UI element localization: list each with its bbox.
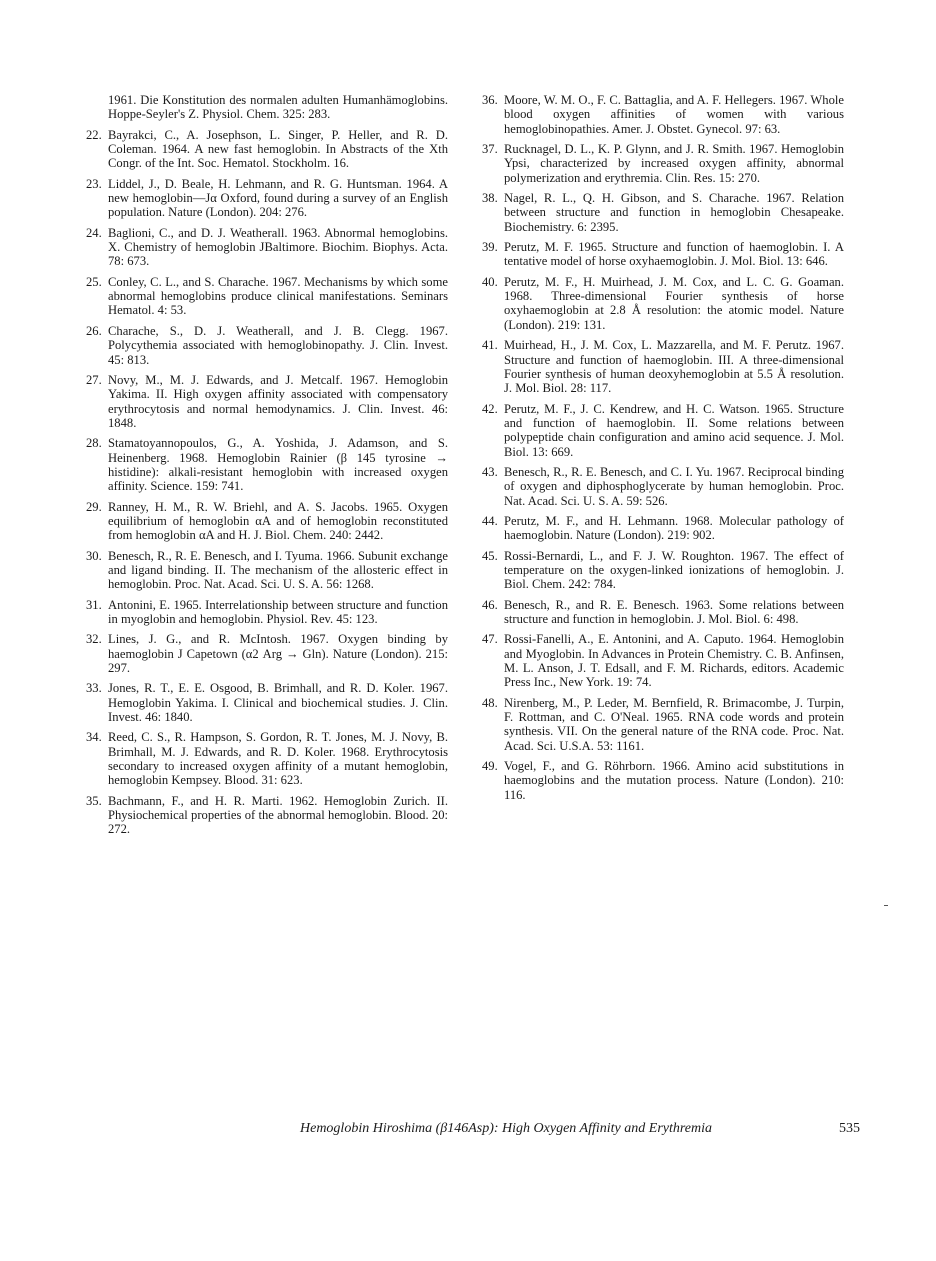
reference-text: Antonini, E. 1965. Interrelationship between structure and function in myoglobin and hemoglobin. Physiol. Rev. 45: 123.	[108, 597, 448, 626]
reference-number: 46.	[482, 597, 498, 612]
reference-text: 1961. Die Konstitution des normalen adulten Humanhämoglobins. Hoppe-Seyler's Z. Physiol. Chem. 325: 283.	[108, 93, 448, 122]
reference-entry	[86, 226, 448, 269]
reference-number: 29.	[86, 499, 102, 514]
reference-number: 31.	[86, 597, 102, 612]
reference-text: Bayrakci, C., A. Josephson, L. Singer, P. Heller, and R. D. Coleman. 1964. A new fast hemoglobin. In Abstracts of the Xth Congr. of the Int. Soc. Hematol. Stockholm. 16.	[108, 127, 448, 171]
reference-number: 34.	[86, 730, 102, 745]
reference-entry	[482, 338, 844, 395]
reference-number: 45.	[482, 548, 498, 563]
reference-entry	[86, 373, 448, 430]
reference-entry	[482, 759, 844, 802]
reference-text: Perutz, M. F., and H. Lehmann. 1968. Molecular pathology of haemoglobin. Nature (London). 219: 902.	[504, 513, 844, 543]
reference-text: Nirenberg, M., P. Leder, M. Bernfield, R. Brimacombe, J. Turpin, F. Rottman, and C. O'Neal. 1965. RNA code words and protein synthesis. VII. On the general nature of the RNA code. Proc. Nat. Acad. Sci. U.S.A. 53: 1161.	[504, 695, 844, 753]
reference-entry	[482, 632, 844, 689]
reference-number: 28.	[86, 436, 102, 451]
reference-entry	[86, 93, 448, 122]
reference-text: Lines, J. G., and R. McIntosh. 1967. Oxygen binding by haemoglobin J Capetown (α2 Arg → Gln). Nature (London). 215: 297.	[108, 632, 448, 676]
margin-mark	[884, 905, 888, 906]
reference-text: Reed, C. S., R. Hampson, S. Gordon, R. T. Jones, M. J. Novy, B. Brimhall, M. J. Edwards, and R. D. Koler. 1968. Erythrocytosis secondary to increased oxygen affinity of a mutant hemoglobin, hemoglobin Kempsey. Blood. 31: 623.	[108, 730, 448, 788]
reference-entry	[86, 794, 448, 837]
reference-entry	[482, 549, 844, 592]
reference-text: Bachmann, F., and H. R. Marti. 1962. Hemoglobin Zurich. II. Physiochemical properties of the abnormal hemoglobin. Blood. 20: 272.	[108, 793, 448, 837]
reference-entry	[86, 598, 448, 627]
reference-text: Rossi-Bernardi, L., and F. J. W. Roughton. 1967. The effect of temperature on the oxygen-linked ionizations of hemoglobin. J. Biol. Chem. 242: 784.	[504, 548, 844, 592]
reference-entry	[86, 549, 448, 592]
reference-text: Charache, S., D. J. Weatherall, and J. B. Clegg. 1967. Polycythemia associated with hemoglobinopathy. J. Clin. Invest. 45: 813.	[108, 323, 448, 367]
reference-number: 39.	[482, 240, 498, 255]
reference-number: 25.	[86, 274, 102, 289]
reference-entry	[86, 632, 448, 675]
reference-text: Rucknagel, D. L., K. P. Glynn, and J. R. Smith. 1967. Hemoglobin Ypsi, characterized by increased oxygen affinity, abnormal polymerization and erythremia. Clin. Res. 15: 270.	[504, 142, 844, 185]
reference-text: Benesch, R., and R. E. Benesch. 1963. Some relations between structure and function in hemoglobin. J. Mol. Biol. 6: 498.	[504, 597, 844, 626]
reference-column-right	[482, 93, 844, 808]
running-head	[300, 1121, 860, 1137]
reference-number: 30.	[86, 548, 102, 563]
reference-number: 26.	[86, 323, 102, 338]
reference-entry	[482, 696, 844, 753]
reference-entry	[482, 275, 844, 332]
reference-text: Perutz, M. F., H. Muirhead, J. M. Cox, and L. C. G. Goaman. 1968. Three-dimensional Fourier synthesis of horse oxyhaemoglobin at 2.8 Å resolution: the atomic model. Nature (London). 219: 131.	[504, 274, 844, 332]
reference-entry	[86, 436, 448, 493]
reference-text: Perutz, M. F. 1965. Structure and function of haemoglobin. I. A tentative model of horse oxyhaemoglobin. J. Mol. Biol. 13: 646.	[504, 240, 844, 269]
reference-entry	[482, 240, 844, 269]
reference-number: 42.	[482, 401, 498, 416]
reference-text: Novy, M., M. J. Edwards, and J. Metcalf. 1967. Hemoglobin Yakima. II. High oxygen affinity associated with compensatory erythrocytosis and normal hemodynamics. J. Clin. Invest. 46: 1848.	[108, 372, 448, 430]
reference-number: 32.	[86, 632, 102, 647]
reference-entry	[482, 93, 844, 136]
reference-entry	[482, 402, 844, 459]
reference-number: 33.	[86, 681, 102, 696]
reference-text: Vogel, F., and G. Röhrborn. 1966. Amino acid substitutions in haemoglobins and the mutation process. Nature (London). 210: 116.	[504, 759, 844, 802]
reference-text: Liddel, J., D. Beale, H. Lehmann, and R. G. Huntsman. 1964. A new hemoglobin—Jα Oxford, found during a survey of an English population. Nature (London). 204: 276.	[108, 176, 448, 220]
reference-number: 49.	[482, 759, 498, 774]
reference-entry	[86, 730, 448, 787]
reference-number: 35.	[86, 793, 102, 808]
reference-number: 40.	[482, 274, 498, 289]
reference-entry	[86, 177, 448, 220]
reference-number: 44.	[482, 513, 498, 528]
reference-number: 23.	[86, 176, 102, 191]
reference-entry	[482, 465, 844, 508]
reference-entry	[482, 514, 844, 543]
reference-text: Stamatoyannopoulos, G., A. Yoshida, J. Adamson, and S. Heinenberg. 1968. Hemoglobin Rainier (β 145 tyrosine → histidine): alkali-resistant hemoglobin with increased oxygen affinity. Science. 159: 741.	[108, 436, 448, 494]
reference-entry	[482, 598, 844, 627]
reference-text: Muirhead, H., J. M. Cox, L. Mazzarella, and M. F. Perutz. 1967. Structure and function of haemoglobin. III. A three-dimensional Fourier synthesis of human deoxyhemoglobin at 5.5 Å resolution. J. Mol. Biol. 28: 117.	[504, 338, 844, 396]
reference-text: Benesch, R., R. E. Benesch, and C. I. Yu. 1967. Reciprocal binding of oxygen and diphosphoglycerate by human hemoglobin. Proc. Nat. Acad. Sci. U. S. A. 59: 526.	[504, 464, 844, 508]
reference-entry	[482, 142, 844, 185]
reference-text: Moore, W. M. O., F. C. Battaglia, and A. F. Hellegers. 1967. Whole blood oxygen affinities of women with various hemoglobinopathies. Amer. J. Obstet. Gynecol. 97: 63.	[504, 93, 844, 136]
reference-entry	[86, 128, 448, 171]
reference-text: Rossi-Fanelli, A., E. Antonini, and A. Caputo. 1964. Hemoglobin and Myoglobin. In Advances in Protein Chemistry. C. B. Anfinsen, M. L. Anson, J. T. Edsall, and F. M. Richards, editors. Academic Press Inc., New York. 19: 74.	[504, 632, 844, 690]
reference-number: 22.	[86, 127, 102, 142]
reference-number: 38.	[482, 191, 498, 206]
reference-text: Perutz, M. F., J. C. Kendrew, and H. C. Watson. 1965. Structure and function of haemoglobin. II. Some relations between polypeptide chain configuration and amino acid sequence. J. Mol. Biol. 13: 669.	[504, 401, 844, 459]
reference-text: Conley, C. L., and S. Charache. 1967. Mechanisms by which some abnormal hemoglobins produce clinical manifestations. Seminars Hematol. 4: 53.	[108, 274, 448, 318]
reference-column-left	[86, 93, 448, 843]
reference-text: Ranney, H. M., R. W. Briehl, and A. S. Jacobs. 1965. Oxygen equilibrium of hemoglobin αA and of hemoglobin reconstituted from hemoglobin αA and H. J. Biol. Chem. 240: 2442.	[108, 499, 448, 543]
page-number: 535	[839, 1121, 860, 1136]
reference-text: Baglioni, C., and D. J. Weatherall. 1963. Abnormal hemoglobins. X. Chemistry of hemoglobin JBaltimore. Biochim. Biophys. Acta. 78: 673.	[108, 225, 448, 269]
reference-number: 24.	[86, 225, 102, 240]
reference-number: 43.	[482, 464, 498, 479]
reference-text: Jones, R. T., E. E. Osgood, B. Brimhall, and R. D. Koler. 1967. Hemoglobin Yakima. I. Clinical and biochemical studies. J. Clin. Invest. 46: 1840.	[108, 681, 448, 725]
reference-number: 36.	[482, 93, 498, 107]
reference-number: 41.	[482, 338, 498, 353]
reference-number: 37.	[482, 142, 498, 157]
running-head-title: Hemoglobin Hiroshima (β146Asp): High Oxygen Affinity and Erythremia	[300, 1121, 713, 1136]
reference-entry	[86, 681, 448, 724]
reference-text: Nagel, R. L., Q. H. Gibson, and S. Charache. 1967. Relation between structure and function in hemoglobin Chesapeake. Biochemistry. 6: 2395.	[504, 191, 844, 234]
reference-entry	[86, 500, 448, 543]
reference-number: 27.	[86, 372, 102, 387]
reference-number: 47.	[482, 632, 498, 647]
reference-text: Benesch, R., R. E. Benesch, and I. Tyuma. 1966. Subunit exchange and ligand binding. II. The mechanism of the allosteric effect in hemoglobin. Proc. Nat. Acad. Sci. U. S. A. 56: 1268.	[108, 548, 448, 592]
reference-number: 48.	[482, 695, 498, 710]
reference-entry	[86, 275, 448, 318]
reference-entry	[86, 324, 448, 367]
reference-entry	[482, 191, 844, 234]
